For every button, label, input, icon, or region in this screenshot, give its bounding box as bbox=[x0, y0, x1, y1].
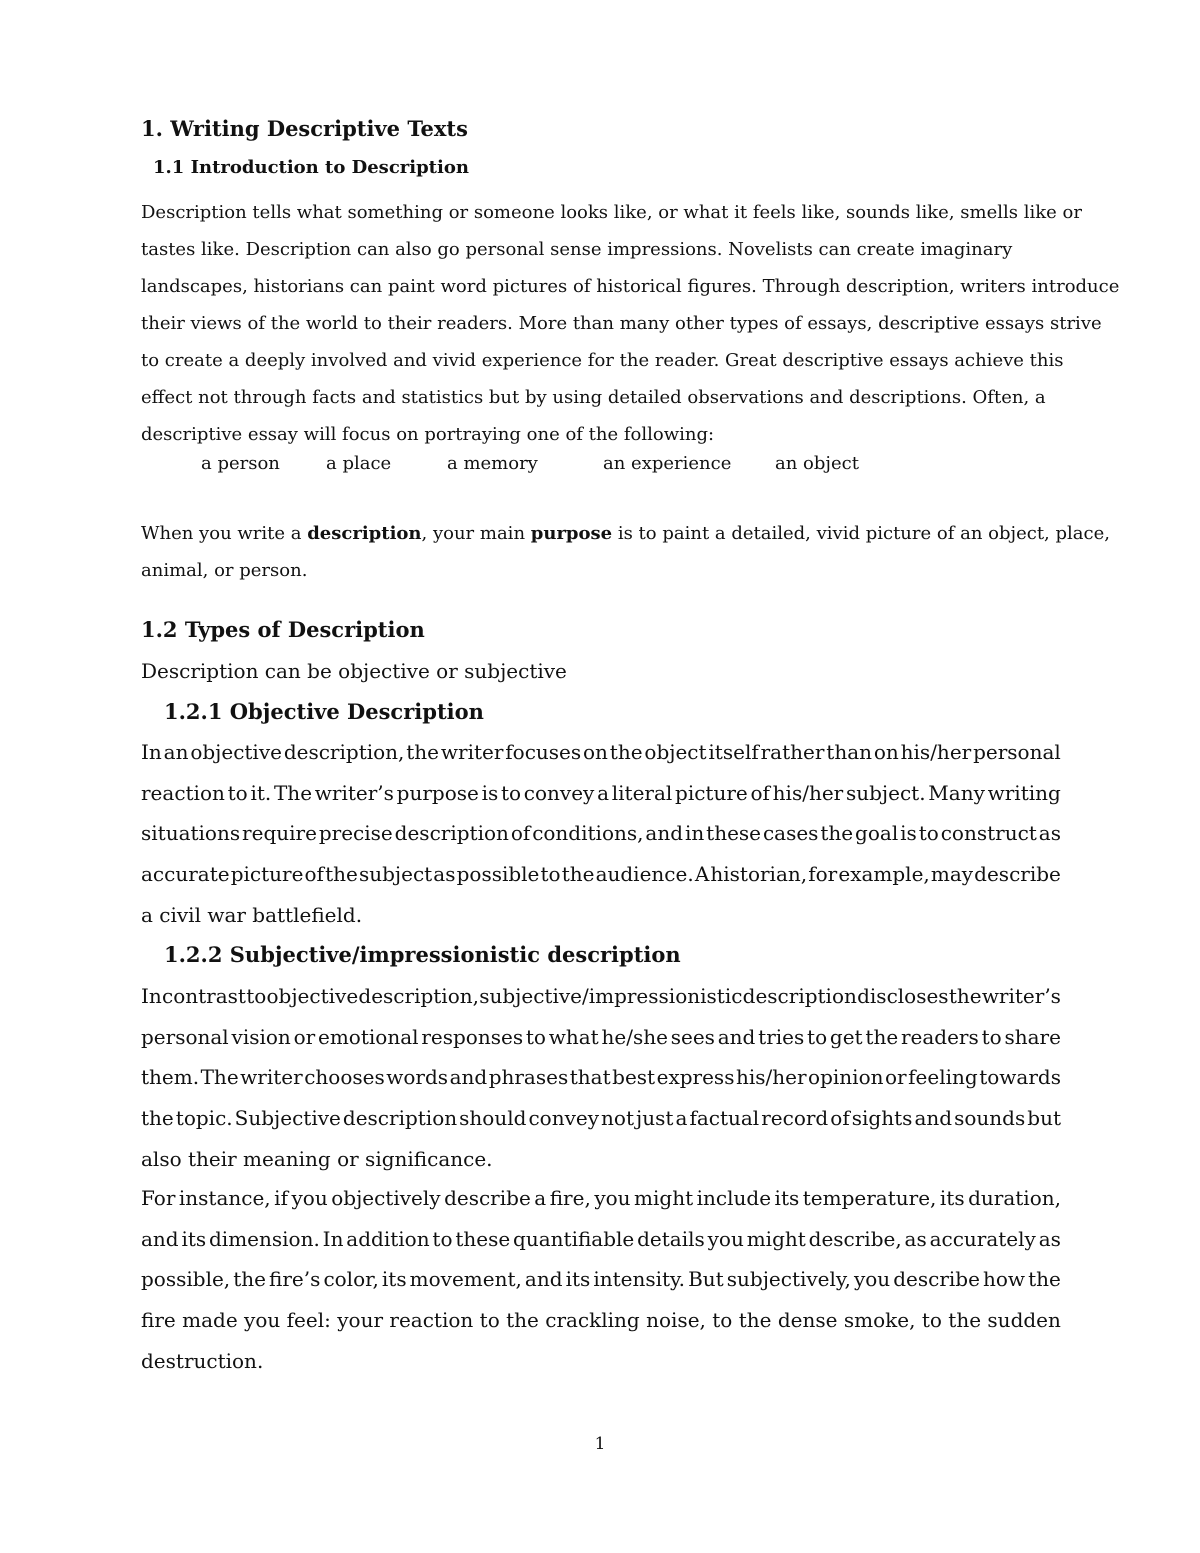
paragraph-line: situations require precise description of conditions, and in these cases the goal is to construct as bbox=[141, 821, 1061, 846]
section-1-2-intro: Description can be objective or subjective bbox=[141, 659, 567, 683]
subjective-paragraph bbox=[141, 976, 1061, 1180]
bold-term-purpose: purpose bbox=[530, 523, 613, 544]
paragraph-line: For instance, if you objectively describe a fire, you might include its temperature, its duration, bbox=[141, 1186, 1061, 1210]
paragraph-line: fire made you feel: your reaction to the crackling noise, to the dense smoke, to the sudden bbox=[141, 1308, 1061, 1333]
purpose-line: animal, or person. bbox=[141, 560, 308, 581]
focus-item-experience: an experience bbox=[603, 453, 732, 474]
focus-item-place: a place bbox=[326, 453, 392, 474]
page-number: 1 bbox=[594, 1434, 606, 1454]
fire-example-paragraph bbox=[141, 1178, 1061, 1382]
paragraph-line: descriptive essay will focus on portraying one of the following: bbox=[141, 424, 715, 445]
section-heading-1-1: 1.1 Introduction to Description bbox=[153, 157, 469, 178]
intro-paragraph bbox=[141, 194, 1120, 453]
objective-paragraph bbox=[141, 732, 1061, 936]
purpose-line bbox=[141, 515, 1110, 552]
paragraph-line: destruction. bbox=[141, 1348, 264, 1373]
section-heading-1-2: 1.2 Types of Description bbox=[141, 617, 425, 642]
paragraph-line: accurate picture of the subject as possible to the audience. A historian, for example, may describe bbox=[141, 862, 1061, 887]
paragraph-line: to create a deeply involved and vivid experience for the reader. Great descriptive essays achieve this bbox=[141, 350, 1064, 371]
subsection-heading-objective: 1.2.1 Objective Description bbox=[164, 699, 484, 724]
paragraph-line: also their meaning or significance. bbox=[141, 1146, 493, 1171]
paragraph-line: the topic. Subjective description should convey not just a factual record of sights and sounds but bbox=[141, 1106, 1061, 1131]
paragraph-line: landscapes, historians can paint word pictures of historical figures. Through description, writers introduce bbox=[141, 276, 1120, 297]
focus-item-memory: a memory bbox=[447, 453, 538, 474]
paragraph-line: Description tells what something or someone looks like, or what it feels like, sounds like, smells like or bbox=[141, 202, 1082, 223]
purpose-text: When you write a bbox=[141, 523, 308, 544]
paragraph-line: and its dimension. In addition to these quantifiable details you might describe, as accurately as bbox=[141, 1226, 1061, 1251]
paragraph-line: possible, the fire’s color, its movement, and its intensity. But subjectively, you describe how the bbox=[141, 1267, 1061, 1292]
paragraph-line: a civil war battlefield. bbox=[141, 902, 363, 927]
purpose-paragraph bbox=[141, 515, 1110, 589]
chapter-heading: 1. Writing Descriptive Texts bbox=[141, 116, 468, 141]
paragraph-line: tastes like. Description can also go personal sense impressions. Novelists can create imaginary bbox=[141, 239, 1013, 260]
bold-term-description: description bbox=[307, 523, 422, 544]
paragraph-line: their views of the world to their readers. More than many other types of essays, descriptive essays strive bbox=[141, 313, 1102, 334]
subsection-heading-subjective: 1.2.2 Subjective/impressionistic description bbox=[164, 942, 681, 967]
paragraph-line: In an objective description, the writer focuses on the object itself rather than on his/her personal bbox=[141, 740, 1061, 764]
paragraph-line: In contrast to objective description, subjective/impressionistic description discloses the writer’s bbox=[141, 984, 1061, 1008]
purpose-text: , your main bbox=[421, 523, 531, 544]
paragraph-line: effect not through facts and statistics but by using detailed observations and descriptions. Often, a bbox=[141, 387, 1046, 408]
paragraph-line: them. The writer chooses words and phrases that best express his/her opinion or feeling towards bbox=[141, 1065, 1061, 1090]
paragraph-line: personal vision or emotional responses to what he/she sees and tries to get the readers to share bbox=[141, 1024, 1061, 1049]
paragraph-line: reaction to it. The writer’s purpose is to convey a literal picture of his/her subject. Many writing bbox=[141, 780, 1061, 805]
focus-item-object: an object bbox=[775, 453, 859, 474]
purpose-text: is to paint a detailed, vivid picture of an object, place, bbox=[612, 523, 1110, 544]
focus-item-person: a person bbox=[201, 453, 280, 474]
